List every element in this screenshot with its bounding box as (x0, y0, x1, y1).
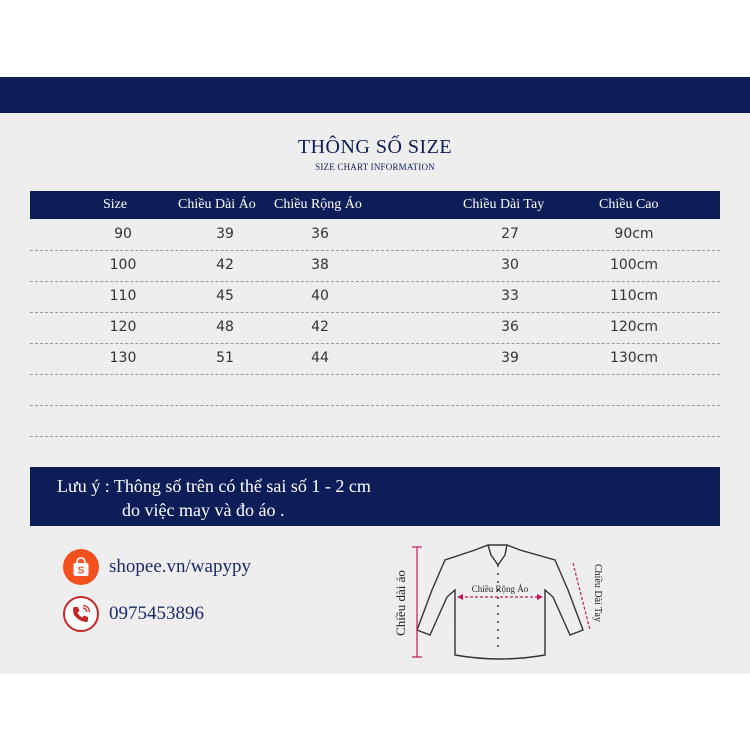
size-table-header (30, 191, 720, 219)
table-row-empty (30, 374, 720, 406)
note-line-2: do việc may và đo áo . (122, 500, 285, 520)
cell-size: 130 (109, 350, 137, 366)
phone-contact[interactable] (63, 596, 204, 632)
column-header-length: Chiều Dài Áo (178, 197, 256, 212)
cell-height: 110cm (609, 288, 659, 304)
measure-lines (412, 547, 590, 657)
page-title: THÔNG SỐ SIZE (297, 136, 453, 158)
phone-icon (63, 596, 99, 632)
cell-sleeve: 39 (501, 350, 519, 366)
cell-size: 100 (109, 257, 137, 273)
table-row (30, 281, 720, 313)
cell-length: 42 (216, 257, 234, 273)
cell-width: 42 (311, 319, 329, 335)
table-row (30, 219, 720, 251)
phone-number: 0975453896 (109, 603, 204, 624)
table-row-empty (30, 405, 720, 437)
cell-length: 39 (216, 226, 234, 242)
shopee-bag-icon (63, 549, 99, 585)
cell-width: 44 (311, 350, 329, 366)
cell-size: 110 (109, 288, 137, 304)
column-header-height: Chiều Cao (599, 197, 659, 212)
cell-sleeve: 30 (501, 257, 519, 273)
column-header-sleeve: Chiều Dài Tay (463, 197, 545, 212)
table-row (30, 250, 720, 282)
column-header-width: Chiều Rộng Áo (274, 197, 362, 212)
note-banner (30, 467, 720, 526)
cell-size: 120 (109, 319, 137, 335)
cell-height: 90cm (614, 226, 654, 242)
cell-sleeve: 36 (501, 319, 519, 335)
shirt-measure-diagram (395, 535, 615, 670)
column-header-size: Size (103, 197, 128, 212)
cell-length: 48 (216, 319, 234, 335)
shop-link[interactable] (63, 549, 251, 585)
top-banner (0, 77, 750, 113)
note-line-1: Lưu ý : Thông số trên có thể sai số 1 - 2 cm (57, 476, 371, 496)
shirt-outline-icon (417, 545, 583, 659)
cell-size: 90 (114, 226, 132, 242)
label-sleeve-length: Chiều Dài Tay (592, 564, 603, 622)
cell-width: 38 (311, 257, 329, 273)
page-subtitle: SIZE CHART INFORMATION (315, 162, 435, 172)
cell-sleeve: 33 (501, 288, 519, 304)
svg-text:S: S (77, 565, 85, 577)
table-row (30, 312, 720, 344)
cell-height: 100cm (609, 257, 659, 273)
shop-url: shopee.vn/wapypy (109, 556, 251, 577)
table-row (30, 343, 720, 375)
cell-height: 120cm (609, 319, 659, 335)
cell-sleeve: 27 (501, 226, 519, 242)
cell-height: 130cm (609, 350, 659, 366)
cell-width: 40 (311, 288, 329, 304)
cell-length: 51 (216, 350, 234, 366)
label-shirt-width: Chiều Rộng Áo (471, 584, 529, 594)
cell-width: 36 (311, 226, 329, 242)
label-shirt-length: Chiều dài áo (393, 570, 408, 636)
cell-length: 45 (216, 288, 234, 304)
